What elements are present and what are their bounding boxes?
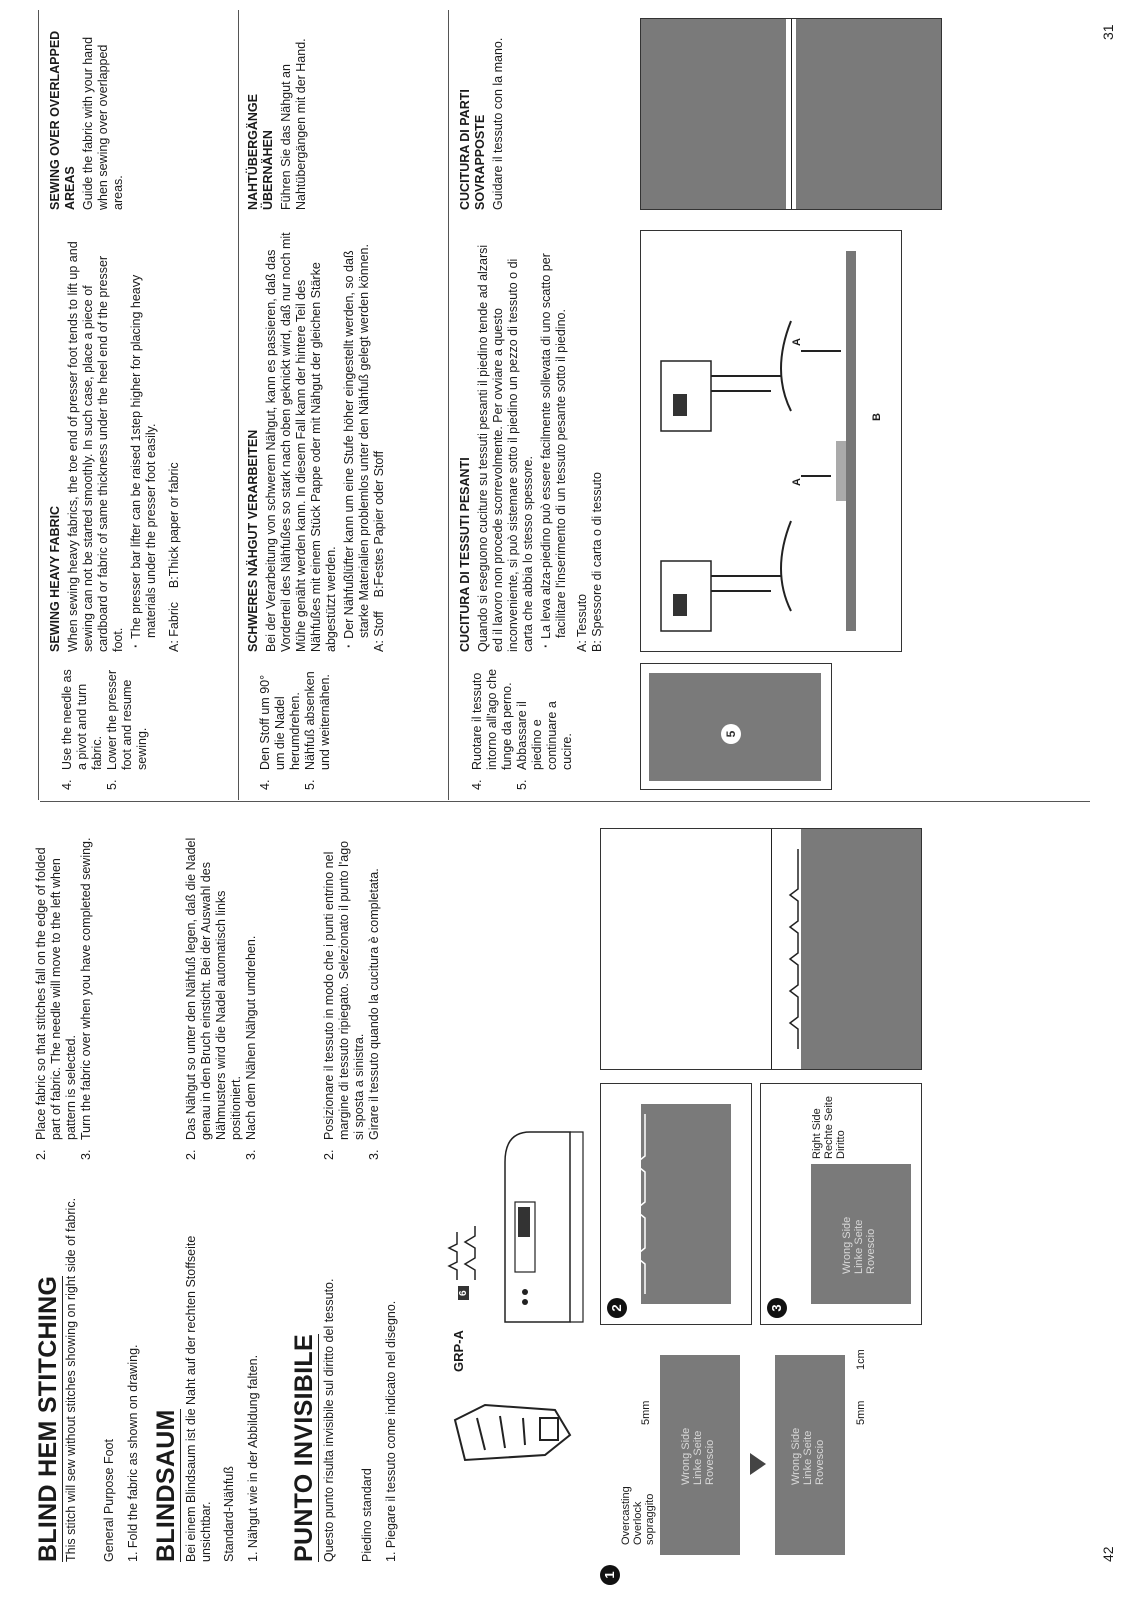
section-rule	[238, 10, 239, 800]
blindsaum-foot: Standard-Nähfuß	[222, 1466, 236, 1562]
step3-figure	[760, 1083, 922, 1325]
label-a-right: A	[791, 338, 803, 346]
overlap-divider	[791, 19, 792, 209]
wrong-side-en: Wrong Side	[841, 1216, 853, 1274]
section-rule	[38, 10, 39, 800]
hem-stitch-icon	[786, 849, 806, 1049]
heavy-de-body: Bei der Verarbeitung von schwerem Nähgut, kann es passieren, daß das Vorderteil des Nähfußes so stark nach oben geknickt wird, daß nur noch mit Mühe genäht werden kann. In diesem Fall kann der hintere Teil des Nähfußes mit einem Stück Pappe oder mit Nähgut der gleichen Stärke abgestützt werden.	[264, 232, 338, 652]
blindsaum-step1-text: Nähgut wie in der Abbildung falten.	[246, 1354, 260, 1549]
heavy-it-body: Quando si eseguono cuciture su tessuti pesanti il piedino tende ad alzarsi ed il lavoro non procede scorrevolmente. Per ovviare a questo inconveniente, si può sistemare sotto il piedino un pezzo di tessuto o di carta che abbia lo stesso spessore.	[476, 244, 535, 652]
step3-number: 3	[767, 1298, 787, 1318]
spread-divider	[40, 801, 1090, 802]
heavy-de-title: SCHWERES NÄHGUT VERARBEITEN	[246, 429, 260, 652]
punto-step1: 1. Piegare il tessuto come indicato nel disegno.	[384, 1300, 398, 1562]
step4-de: Den Stoff um 90° um die Nadel herumdrehen.	[258, 674, 302, 770]
punto-title	[290, 1334, 318, 1562]
step1-number: 1	[600, 1565, 620, 1585]
step5-de: Nähfuß absenken und weiternähen.	[303, 671, 332, 770]
step4-it: Ruotare il tessuto intorno all'ago che funge da perno.	[470, 668, 514, 770]
legend-b-en: B:Thick paper or fabric	[167, 462, 181, 589]
page-number-right: 31	[1100, 24, 1116, 40]
blindsaum-steps: 2. Das Nähgut so unter den Nähfuß legen, daß die Nadel genau in den Bruch einsticht. Bei der Auswahl des Nähmusters wird die Nadel automatisch links positioniert. 3. Nach dem Nähen Nähgut umdrehen.	[184, 830, 259, 1160]
blind-hem-title	[34, 1276, 62, 1562]
overcast-de: Overlock	[632, 1501, 644, 1545]
wrong-side-label-c	[841, 1217, 877, 1274]
title-underline	[180, 1409, 181, 1562]
machine-panel-figure	[445, 1072, 591, 1372]
punto-intro: Questo punto risulta invisibile sul diritto del tessuto.	[322, 1278, 336, 1562]
hem-divider	[771, 829, 772, 1069]
blind-hem-step3: Turn the fabric over when you have completed sewing.	[79, 837, 93, 1140]
wrong-side-label-b	[790, 1428, 826, 1485]
fabric-panel-2	[775, 1355, 845, 1555]
blind-hem-title-text: BLIND HEM STITCHING	[34, 1275, 62, 1562]
legend-b-it: B: Spessore di carta o di tessuto	[590, 472, 604, 652]
presser-foot-figure	[445, 1390, 585, 1480]
legend-a-en: A: Fabric	[167, 601, 181, 652]
section-rule	[448, 10, 449, 800]
legend-a-de: A: Stoff	[372, 611, 386, 652]
punto-title-text: PUNTO INVISIBILE	[290, 1334, 318, 1562]
overlap-en-title: SEWING OVER OVERLAPPED AREAS	[48, 30, 77, 210]
finished-hem-figure	[600, 828, 922, 1070]
overlap-en	[48, 30, 129, 210]
wrong-side-it: Rovescio	[865, 1228, 877, 1274]
steps-de: 4. Den Stoff um 90° um die Nadel herumdrehen. 5. Nähfuß absenken und weiternähen.	[258, 665, 333, 790]
right-side-de: Rechte Seite	[823, 1096, 835, 1159]
punto-step2: Posizionare il tessuto in modo che i punti entrino nel margine di tessuto ripiegato. Selezionato il punto l'ago si sposta a sinistra.	[322, 840, 366, 1140]
overlap-fabric-bottom	[796, 19, 941, 209]
punto-step1-text: Piegare il tessuto come indicato nel disegno.	[384, 1300, 398, 1549]
heavy-en-bullet: · The presser bar lifter can be raised 1step higher for placing heavy materials under the presser foot easily.	[129, 232, 159, 638]
wrong-side-de: Linke Seite	[853, 1219, 865, 1274]
dim-5mm-a: 5mm	[640, 1400, 652, 1425]
blindsaum-intro: Bei einem Blindsaum ist die Naht auf der rechten Stoffseite unsichtbar.	[184, 1235, 213, 1562]
right-side-label	[811, 1096, 847, 1159]
heavy-en-body: When sewing heavy fabrics, the toe end of presser foot tends to lift up and sewing can not be started smoothly. In such case, place a piece of cardboard or fabric of same thickness under the heel end of the presser foot.	[66, 241, 125, 652]
overlap-en-body: Guide the fabric with your hand when sewing over overlapped areas.	[81, 36, 125, 210]
step1-figure	[600, 1335, 930, 1585]
blind-hem-foot: General Purpose Foot	[102, 1439, 116, 1562]
fabric-panel-1	[660, 1355, 740, 1555]
overcast-it: sopraggito	[644, 1493, 656, 1545]
blind-stitch-edge-icon	[631, 1114, 651, 1294]
label-b: B	[871, 413, 883, 421]
overlap-de-title: NAHTÜBERGÄNGE ÜBERNÄHEN	[246, 94, 275, 210]
dim-1cm: 1cm	[855, 1349, 867, 1370]
step5-en: Lower the presser foot and resume sewing.	[105, 669, 149, 770]
wrong-side-en: Wrong Side	[680, 1427, 692, 1485]
blind-stitch-pattern-icon	[445, 1222, 485, 1282]
overcast-label	[620, 1486, 656, 1545]
blindsaum-title	[152, 1409, 180, 1562]
heavy-it-bullet: · La leva alza-piedino può essere facilmente sollevata di uno scatto per facilitare l'inserimento di un tessuto pesante sotto il piedino.	[539, 232, 569, 638]
blindsaum-step1: 1. Nähgut wie in der Abbildung falten.	[246, 1354, 260, 1562]
legend-b-de: B:Festes Papier oder Stoff	[372, 450, 386, 598]
punto-foot: Piedino standard	[360, 1468, 374, 1562]
overlap-de	[246, 30, 312, 210]
heavy-de-bullet: · Der Nähfußlüfter kann um eine Stufe höher eingestellt werden, so daß starke Materialien problemlos unter den Nähfuß gelegt werden können.	[342, 232, 372, 638]
overlap-de-body: Führen Sie das Nähgut an Nahtübergängen mit der Hand.	[279, 38, 308, 210]
overlap-it	[458, 20, 509, 210]
wrong-side-it: Rovescio	[704, 1439, 716, 1485]
blindsaum-title-text: BLINDSAUM	[152, 1409, 180, 1562]
pattern-number: 6	[458, 1286, 469, 1300]
title-underline	[318, 1334, 319, 1562]
hem-fabric	[801, 829, 921, 1069]
blindsaum-step3: Nach dem Nähen Nähgut umdrehen.	[244, 935, 258, 1140]
presser-foot-icon	[445, 1390, 585, 1480]
down-arrow-icon	[750, 1453, 766, 1475]
wrong-side-de: Linke Seite	[692, 1430, 704, 1485]
wrong-side-it: Rovescio	[814, 1439, 826, 1485]
heavy-en	[48, 232, 185, 652]
overlap-it-title: CUCITURA DI PARTI SOVRAPPOSTE	[458, 89, 487, 210]
label-a-left: A	[791, 478, 803, 486]
blindsaum-step2: Das Nähgut so unter den Nähfuß legen, daß die Nadel genau in den Bruch einsticht. Bei der Auswahl des Nähmusters wird die Nadel automatisch links positioniert.	[184, 837, 243, 1140]
right-side-it: Diritto	[835, 1130, 847, 1159]
step5-it: Abbassare il piedino e continuare a cucire.	[515, 701, 574, 770]
step5-number: 5	[721, 724, 741, 744]
legend-a-it: A: Tessuto	[575, 593, 589, 652]
overlap-fabric-top	[641, 19, 786, 209]
wrong-side-de: Linke Seite	[802, 1430, 814, 1485]
step4-en: Use the needle as a pivot and turn fabric.	[60, 669, 104, 770]
heavy-it	[458, 232, 608, 652]
heavy-fabric-figure	[640, 230, 902, 652]
overlap-it-body: Guidare il tessuto con la mano.	[491, 37, 505, 210]
step2-number: 2	[607, 1298, 627, 1318]
heavy-it-title: CUCITURA DI TESSUTI PESANTI	[458, 457, 472, 652]
punto-steps: 2. Posizionare il tessuto in modo che i punti entrino nel margine di tessuto ripiegato. Selezionato il punto l'ago si sposta a sinistra. 3. Girare il tessuto quando la cucitura è completata.	[322, 830, 382, 1160]
overcast-en: Overcasting	[620, 1486, 632, 1545]
overlap-figure	[640, 18, 942, 210]
grp-label: GRP-A	[451, 1330, 466, 1372]
blind-hem-steps: 2. Place fabric so that stitches fall on the edge of folded part of fabric. The needle will move to the left when pattern is selected. 3. Turn the fabric over when you have completed sewing.	[34, 830, 94, 1160]
wrong-side-label-a	[680, 1428, 716, 1485]
right-side-en: Right Side	[811, 1108, 823, 1159]
dim-5mm-b: 5mm	[855, 1400, 867, 1425]
heavy-de	[246, 232, 390, 652]
punto-step3: Girare il tessuto quando la cucitura è completata.	[367, 868, 381, 1140]
presser-foot-heavy-icon	[641, 231, 901, 651]
heavy-en-title: SEWING HEAVY FABRIC	[48, 505, 62, 652]
steps-it: 4. Ruotare il tessuto intorno all'ago che funge da perno. 5. Abbassare il piedino e continuare a cucire.	[470, 665, 575, 790]
page-42	[0, 810, 1132, 1600]
blind-hem-step1-text: Fold the fabric as shown on drawing.	[126, 1344, 140, 1549]
blind-hem-intro: This stitch will sew without stitches showing on right side of fabric.	[64, 1197, 78, 1562]
step2-figure	[600, 1083, 752, 1325]
wrong-side-en: Wrong Side	[790, 1427, 802, 1485]
blind-hem-step1: 1. Fold the fabric as shown on drawing.	[126, 1344, 140, 1562]
page-number-left: 42	[1100, 1546, 1116, 1562]
turned-fabric	[811, 1164, 911, 1304]
sewing-machine-icon	[485, 1112, 585, 1332]
folded-fabric	[641, 1104, 731, 1304]
steps-en: 4. Use the needle as a pivot and turn fabric. 5. Lower the presser foot and resume sewing.	[60, 665, 150, 790]
blind-hem-step2: Place fabric so that stitches fall on the edge of folded part of fabric. The needle will move to the left when pattern is selected.	[34, 847, 78, 1140]
pivot-figure	[640, 663, 832, 790]
pattern-number-badge	[453, 1286, 471, 1300]
title-underline	[62, 1276, 63, 1562]
